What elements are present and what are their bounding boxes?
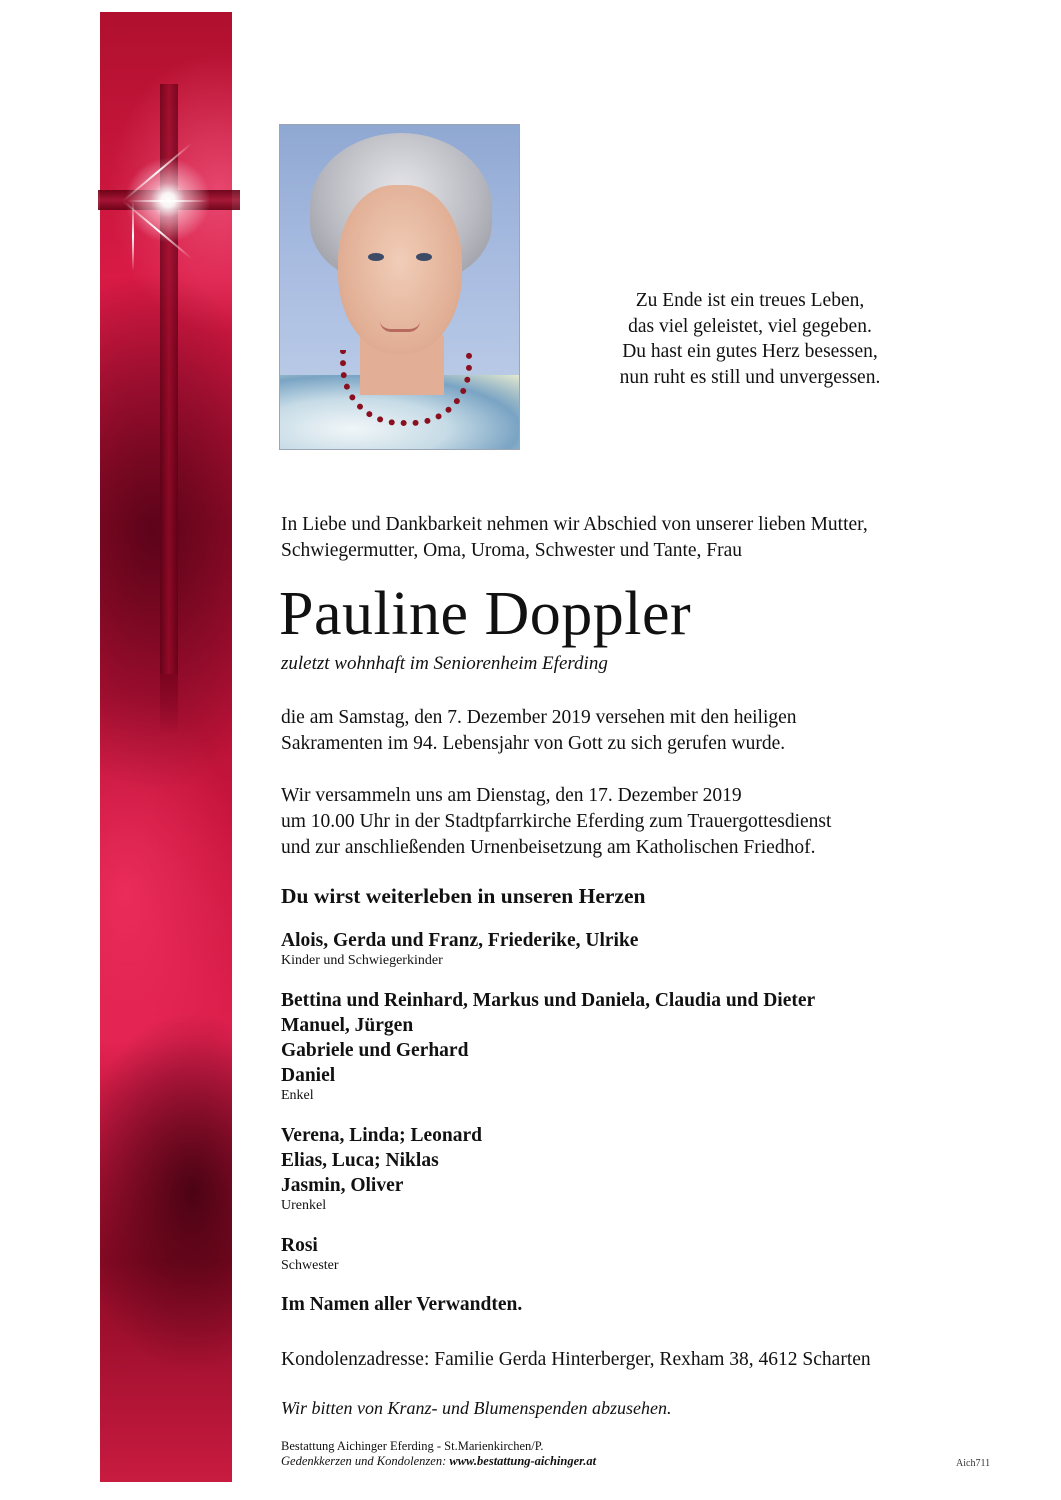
intro-line: In Liebe und Dankbarkeit nehmen wir Abschied von unserer lieben Mutter, <box>281 514 868 535</box>
motto-heading: Du wirst weiterleben in unseren Herzen <box>281 884 646 908</box>
service-line: um 10.00 Uhr in der Stadtpfarrkirche Eferding zum Trauergottesdienst <box>281 811 832 832</box>
mourner-relation: Schwester <box>281 1258 339 1273</box>
portrait-photo <box>279 124 520 450</box>
photo-mouth <box>380 321 420 332</box>
mourner-relation: Kinder und Schwiegerkinder <box>281 953 443 968</box>
mourner-names: Gabriele und Gerhard <box>281 1040 469 1061</box>
mourner-names: Manuel, Jürgen <box>281 1015 414 1036</box>
mourner-names: Bettina und Reinhard, Markus und Daniela, Claudia und Dieter <box>281 990 816 1011</box>
light-ray <box>132 201 134 271</box>
condolence-label: Gedenkkerzen und Kondolenzen: <box>281 1454 447 1468</box>
flowers-request: Wir bitten von Kranz- und Blumenspenden abzusehen. <box>281 1398 672 1418</box>
memorial-verse <box>560 288 940 390</box>
light-ray <box>128 200 208 202</box>
photo-eye <box>368 253 384 261</box>
mourner-group-children <box>281 928 638 969</box>
condolence-footer <box>281 1454 596 1469</box>
closing-line: Im Namen aller Verwandten. <box>281 1294 523 1315</box>
website-link[interactable]: www.bestattung-aichinger.at <box>449 1454 597 1468</box>
mourner-names: Daniel <box>281 1065 336 1086</box>
undertaker-info: Bestattung Aichinger Eferding - St.Marienkirchen/P. <box>281 1439 544 1453</box>
intro-line: Schwiegermutter, Oma, Uroma, Schwester und Tante, Frau <box>281 540 743 561</box>
service-line: Wir versammeln uns am Dienstag, den 17. Dezember 2019 <box>281 785 742 806</box>
death-line: Sakramenten im 94. Lebensjahr von Gott zu sich gerufen wurde. <box>281 733 786 754</box>
photo-eye <box>416 253 432 261</box>
mourner-group-grandchildren <box>281 988 815 1104</box>
verse-line: Du hast ein gutes Herz besessen, <box>622 341 878 362</box>
mourner-names: Verena, Linda; Leonard <box>281 1125 482 1146</box>
service-info <box>281 783 831 861</box>
condolence-address: Kondolenzadresse: Familie Gerda Hinterberger, Rexham 38, 4612 Scharten <box>281 1349 871 1370</box>
mourner-names: Elias, Luca; Niklas <box>281 1150 439 1171</box>
verse-line: das viel geleistet, viel gegeben. <box>628 315 872 337</box>
mourner-relation: Urenkel <box>281 1198 327 1213</box>
mourner-names: Jasmin, Oliver <box>281 1175 404 1196</box>
intro-text <box>281 512 868 564</box>
death-notice <box>281 705 797 757</box>
death-line: die am Samstag, den 7. Dezember 2019 versehen mit den heiligen <box>281 707 797 728</box>
document-code: Aich711 <box>956 1458 991 1469</box>
residence-text: zuletzt wohnhaft im Seniorenheim Eferding <box>281 653 608 674</box>
mourner-names: Rosi <box>281 1235 318 1256</box>
mourner-names: Alois, Gerda und Franz, Friederike, Ulrike <box>281 930 639 951</box>
mourner-group-great-grandchildren <box>281 1123 482 1214</box>
verse-line: nun ruht es still und unvergessen. <box>619 366 881 388</box>
mourner-group-sister <box>281 1233 339 1274</box>
mourner-relation: Enkel <box>281 1088 314 1103</box>
service-line: und zur anschließenden Urnenbeisetzung am Katholischen Friedhof. <box>281 837 816 858</box>
verse-line: Zu Ende ist ein treues Leben, <box>635 290 865 311</box>
deceased-name: Pauline Doppler <box>279 580 692 648</box>
